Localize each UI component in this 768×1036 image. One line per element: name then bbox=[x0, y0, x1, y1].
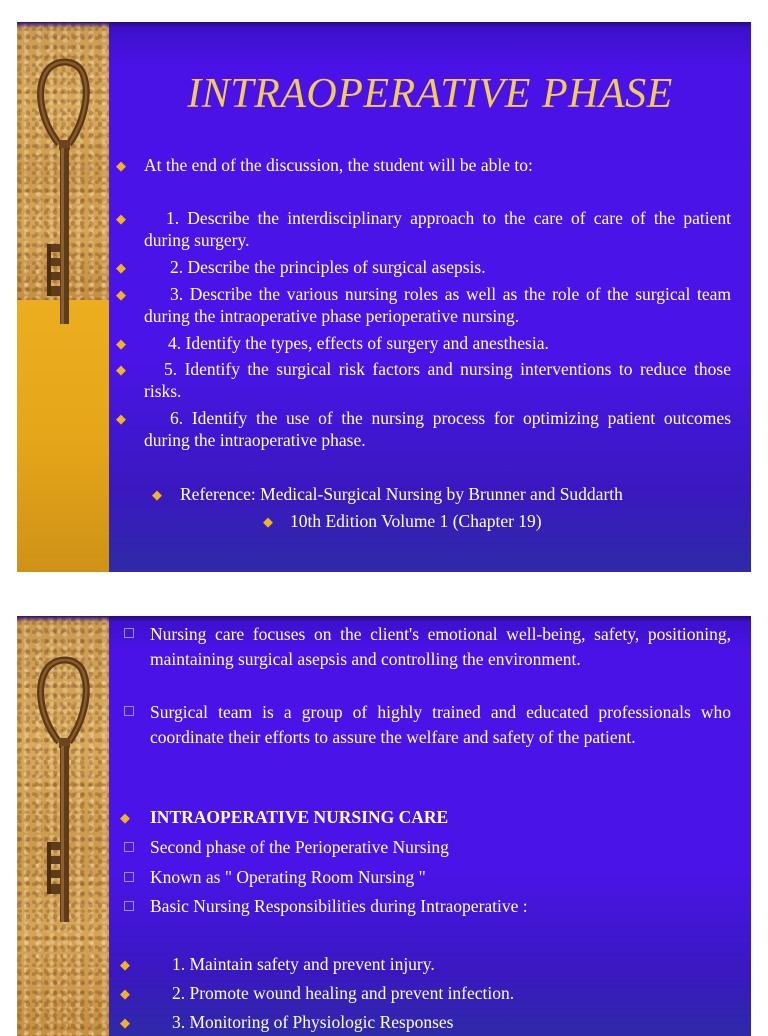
diamond-bullet-icon: ◆ bbox=[116, 287, 126, 302]
objective-4: 4. Identify the types, effects of surgery and anesthesia. bbox=[168, 333, 549, 353]
objective-3: 3. Describe the various nursing roles as well as the role of the surgical team during the intraoperative phase perioperative nursing. bbox=[144, 284, 731, 326]
diamond-bullet-icon: ◆ bbox=[116, 362, 126, 377]
square-bullet-icon bbox=[124, 706, 134, 716]
reference-text: Reference: Medical-Surgical Nursing by Brunner and Suddarth bbox=[180, 484, 623, 504]
diamond-bullet-icon: ◆ bbox=[152, 487, 162, 502]
responsibility-3: 3. Monitoring of Physiologic Responses bbox=[172, 1012, 454, 1032]
diamond-bullet-icon: ◆ bbox=[116, 158, 126, 173]
slide-1 bbox=[17, 22, 751, 572]
diamond-bullet-icon: ◆ bbox=[116, 411, 126, 426]
sub-point-2: Known as " Operating Room Nursing " bbox=[150, 867, 426, 887]
point-1: Nursing care focuses on the client's emotional well-being, safety, positioning, maintaining surgical asepsis and controlling the environment. bbox=[150, 624, 731, 669]
sub-point-1: Second phase of the Perioperative Nursing bbox=[150, 837, 449, 857]
point-2: Surgical team is a group of highly trained and educated professionals who coordinate their efforts to assure the welfare and safety of the patient. bbox=[150, 702, 731, 747]
responsibility-2: 2. Promote wound healing and prevent infection. bbox=[172, 983, 515, 1003]
objective-5: 5. Identify the surgical risk factors and nursing interventions to reduce those risks. bbox=[144, 359, 731, 401]
slide-title: INTRAOPERATIVE PHASE bbox=[187, 71, 673, 117]
objective-6: 6. Identify the use of the nursing process for optimizing patient outcomes during the intraoperative phase. bbox=[144, 408, 731, 450]
square-bullet-icon bbox=[124, 842, 134, 852]
sub-point-3: Basic Nursing Responsibilities during Intraoperative : bbox=[150, 896, 528, 916]
objective-1: 1. Describe the interdisciplinary approach to the care of care of the patient during surgery. bbox=[144, 208, 731, 250]
sidebar-gold-band bbox=[17, 300, 109, 572]
responsibility-1: 1. Maintain safety and prevent injury. bbox=[172, 954, 435, 974]
diamond-bullet-icon: ◆ bbox=[116, 260, 126, 275]
square-bullet-icon bbox=[124, 901, 134, 911]
diamond-bullet-icon: ◆ bbox=[263, 514, 273, 529]
square-bullet-icon bbox=[124, 628, 134, 638]
objective-2: 2. Describe the principles of surgical asepsis. bbox=[170, 257, 486, 277]
diamond-bullet-icon: ◆ bbox=[120, 986, 130, 1001]
diamond-bullet-icon: ◆ bbox=[120, 957, 130, 972]
edition-text: 10th Edition Volume 1 (Chapter 19) bbox=[290, 511, 542, 531]
square-bullet-icon bbox=[124, 872, 134, 882]
diamond-bullet-icon: ◆ bbox=[116, 336, 126, 351]
intro-text: At the end of the discussion, the student will be able to: bbox=[144, 155, 533, 175]
key-icon bbox=[25, 44, 105, 324]
key-icon bbox=[25, 642, 105, 922]
diamond-bullet-icon: ◆ bbox=[120, 1015, 130, 1030]
slide-2 bbox=[17, 616, 751, 1036]
section-heading: INTRAOPERATIVE NURSING CARE bbox=[150, 807, 449, 827]
diamond-bullet-icon: ◆ bbox=[116, 211, 126, 226]
diamond-bullet-icon: ◆ bbox=[120, 810, 130, 825]
slide-top-shade bbox=[17, 22, 751, 28]
